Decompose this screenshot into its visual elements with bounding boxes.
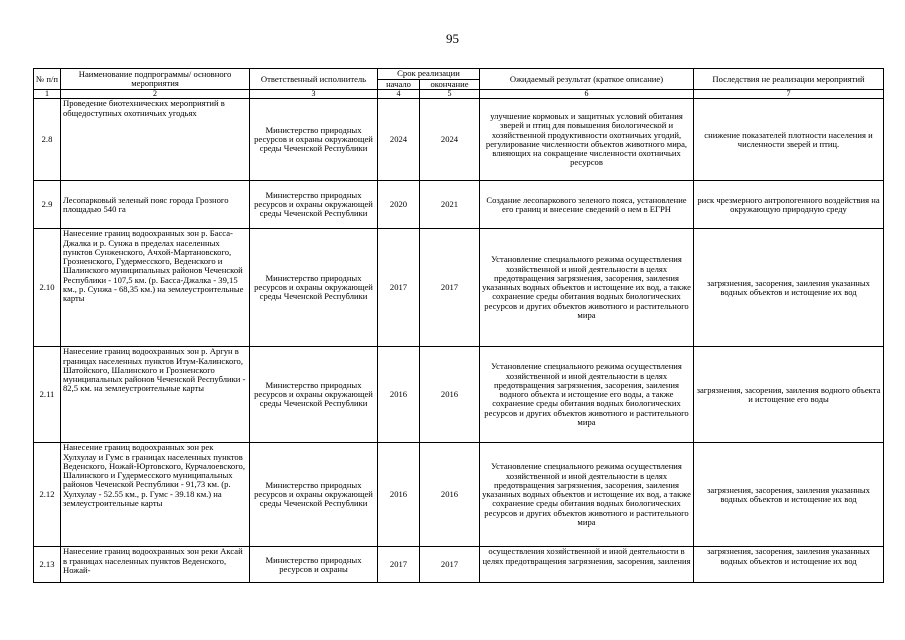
table-row (34, 547, 884, 583)
column-number: 1 (34, 90, 61, 99)
non-implementation-consequences: снижение показателей плотности населения и численности зверей и птиц. (694, 99, 884, 181)
responsible-executor: Министерство природных ресурсов и охраны окружающей среды Чеченской Республики (250, 181, 378, 229)
expected-result: Установление специального режима осуществления хозяйственной и иной деятельности в целях предотвращения загрязнения, засорения, заиления указанных водных объектов и истощение их вод, а также сохранение среды обитания водных биологических ресурсов и других объектов животного и растительного мира (480, 229, 694, 347)
column-number: 7 (694, 90, 884, 99)
end-year: 2016 (420, 347, 480, 443)
page-number: 95 (446, 31, 459, 46)
measure-name: Нанесение границ водоохранных зон р. Аргун в границах населенных пунктов Итум-Калинского, Шатойского, Шалинского и Грозненского муниципальных районов Чеченской Республики - 82,5 км. на землеустроительные карты (61, 347, 250, 443)
non-implementation-consequences: загрязнения, засорения, заиления водного объекта и истощение его воды (694, 347, 884, 443)
measures-table (33, 68, 884, 583)
start-year: 2017 (378, 229, 420, 347)
row-number: 2.9 (34, 181, 61, 229)
row-number: 2.11 (34, 347, 61, 443)
row-number: 2.8 (34, 99, 61, 181)
responsible-executor: Министерство природных ресурсов и охраны окружающей среды Чеченской Республики (250, 229, 378, 347)
expected-result: Создание лесопаркового зеленого пояса, установление его границ и внесение сведений о нем в ЕГРН (480, 181, 694, 229)
column-number: 6 (480, 90, 694, 99)
end-year: 2017 (420, 229, 480, 347)
row-number: 2.13 (34, 547, 61, 583)
responsible-executor: Министерство природных ресурсов и охраны окружающей среды Чеченской Республики (250, 347, 378, 443)
table-row (34, 181, 884, 229)
column-number: 2 (61, 90, 250, 99)
end-year: 2016 (420, 443, 480, 547)
end-year: 2024 (420, 99, 480, 181)
header-col-name: Наименование подпрограммы/ основного мероприятия (61, 69, 250, 90)
table-row (34, 229, 884, 347)
non-implementation-consequences: загрязнения, засорения, заиления указанных водных объектов и истощение их вод (694, 229, 884, 347)
expected-result: Установление специального режима осуществления хозяйственной и иной деятельности в целях предотвращения загрязнения, засорения, заиления водного объекта и истощение его воды, а также сохранение среды обитания водных биологических ресурсов и других объектов животного и растительного мира (480, 347, 694, 443)
header-row (34, 69, 884, 80)
table-row (34, 99, 884, 181)
end-year: 2021 (420, 181, 480, 229)
start-year: 2016 (378, 443, 420, 547)
column-number: 3 (250, 90, 378, 99)
header-col-no: № п/п (34, 69, 61, 90)
non-implementation-consequences: риск чрезмерного антропогенного воздействия на окружающую природную среду (694, 181, 884, 229)
header-col-start: начало (378, 80, 420, 90)
start-year: 2020 (378, 181, 420, 229)
row-number: 2.10 (34, 229, 61, 347)
column-number-row (34, 90, 884, 99)
table-row (34, 443, 884, 547)
measure-name: Лесопарковый зеленый пояс города Грозного площадью 540 га (61, 181, 250, 229)
measure-name: Нанесение границ водоохранных зон реки Аксай в границах населенных пунктов Веденского, Ножай- (61, 547, 250, 583)
expected-result: Установление специального режима осуществления хозяйственной и иной деятельности в целях предотвращения загрязнения, засорения, заиления указанных водных объектов и истощение их вод, а также сохранение среды обитания водных биологических ресурсов и других объектов животного и растительного мира (480, 443, 694, 547)
measure-name: Нанесение границ водоохранных зон рек Хулхулау и Гумс в границах населенных пунктов Веденского, Ножай-Юртовского, Курчалоевского, Шалинского и Гудермесского муниципальных районов Чеченской Республики - 91,73 км. (р. Хулхулау - 52.55 км., р. Гумс - 39.18 км.) на землеустроительные карты (61, 443, 250, 547)
header-col-result: Ожидаемый результат (краткое описание) (480, 69, 694, 90)
row-number: 2.12 (34, 443, 61, 547)
non-implementation-consequences: загрязнения, засорения, заиления указанных водных объектов и истощение их вод (694, 443, 884, 547)
responsible-executor: Министерство природных ресурсов и охраны окружающей среды Чеченской Республики (250, 99, 378, 181)
header-col-responsible: Ответственный исполнитель (250, 69, 378, 90)
end-year: 2017 (420, 547, 480, 583)
responsible-executor: Министерство природных ресурсов и охраны (250, 547, 378, 583)
measure-name: Нанесение границ водоохранных зон р. Басса-Джалка и р. Сунжа в пределах населенных пунктов Сунженского, Ачхой-Мартановского, Грозненского, Гудермесского, Веденского и Шалинского муниципальных районов Чеченской Республики - 107,5 км. (р. Басса-Джалка - 39,15 км., р. Сунжа - 68,35 км.) на землеустроительные карты (61, 229, 250, 347)
header-col-end: окончание (420, 80, 480, 90)
start-year: 2024 (378, 99, 420, 181)
start-year: 2017 (378, 547, 420, 583)
table-row (34, 347, 884, 443)
column-number: 5 (420, 90, 480, 99)
header-col-term: Срок реализации (378, 69, 480, 80)
responsible-executor: Министерство природных ресурсов и охраны окружающей среды Чеченской Республики (250, 443, 378, 547)
start-year: 2016 (378, 347, 420, 443)
non-implementation-consequences: загрязнения, засорения, заиления указанных водных объектов и истощение их вод (694, 547, 884, 583)
column-number: 4 (378, 90, 420, 99)
measure-name: Проведение биотехнических мероприятий в общедоступных охотничьих угодьях (61, 99, 250, 181)
expected-result: улучшение кормовых и защитных условий обитания зверей и птиц для повышения биологической и хозяйственной продуктивности охотничьих угодий, регулирование численности объектов животного мира, влияющих на сокращение численности охотничьих ресурсов (480, 99, 694, 181)
header-col-consequences: Последствия не реализации мероприятий (694, 69, 884, 90)
expected-result: осуществления хозяйственной и иной деятельности в целях предотвращения загрязнения, засорения, заиления (480, 547, 694, 583)
